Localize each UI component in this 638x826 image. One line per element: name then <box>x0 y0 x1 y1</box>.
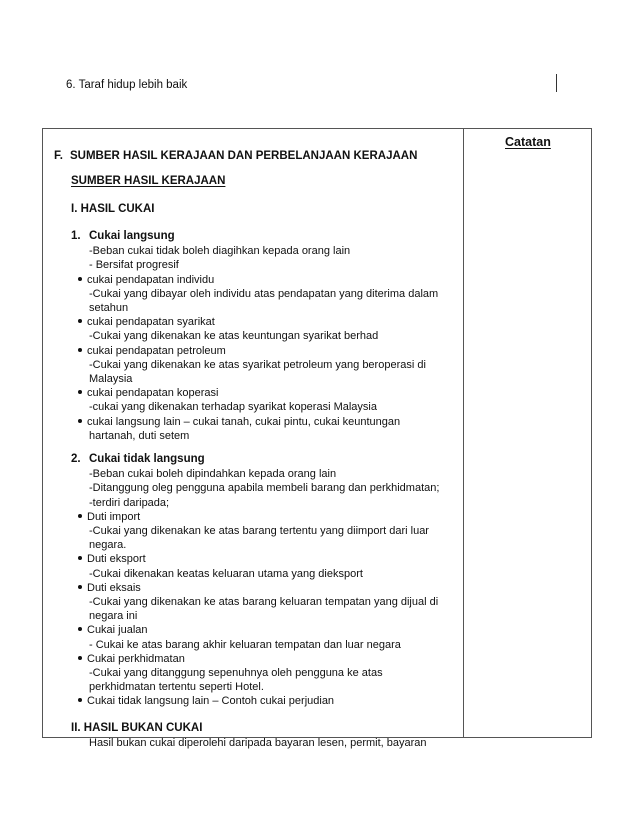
bullet-item <box>77 386 218 400</box>
bullet-detail-line: - Cukai ke atas barang akhir keluaran tempatan dan luar negara <box>89 638 401 651</box>
cukai-langsung-line: - Bersifat progresif <box>89 259 179 272</box>
bullet-dot-icon <box>78 319 82 323</box>
bullet-item <box>77 623 148 637</box>
bullet-dot-icon <box>78 656 82 660</box>
bullet-detail-line: setahun <box>89 302 129 314</box>
bullet-detail-line: -cukai yang dikenakan terhadap syarikat koperasi Malaysia <box>89 401 377 414</box>
bullet-dot-icon <box>78 627 82 631</box>
bullet-title: Cukai jualan <box>87 624 148 637</box>
bullet-item <box>77 581 141 595</box>
section-title-text: Cukai tidak langsung <box>89 453 205 465</box>
bullet-dot-icon <box>78 698 82 702</box>
bullet-detail-line: perkhidmatan tertentu seperti Hotel. <box>89 681 264 694</box>
bullet-item <box>77 552 146 566</box>
bullet-title: cukai pendapatan koperasi <box>87 387 219 400</box>
cukai-tidak-langsung-line: -Beban cukai boleh dipindahkan kepada orang lain <box>89 468 337 481</box>
cukai-langsung-title <box>71 229 175 243</box>
column-divider <box>463 129 464 737</box>
section-f-heading <box>54 149 417 163</box>
bullet-title: Cukai perkhidmatan <box>87 652 185 665</box>
top-line-text: 6. Taraf hidup lebih baik <box>66 79 188 91</box>
bullet-detail-line: -Cukai yang dikenakan ke atas keuntungan syarikat berhad <box>89 330 379 343</box>
section-title: SUMBER HASIL KERAJAAN DAN PERBELANJAAN KERAJAAN <box>70 150 418 162</box>
bullet-title: Duti eksais <box>87 581 141 594</box>
hasil-bukan-cukai-line: Hasil bukan cukai diperolehi daripada bayaran lesen, permit, bayaran <box>89 736 427 749</box>
section-title-text: Cukai langsung <box>89 230 175 242</box>
bullet-detail-line: Malaysia <box>89 373 133 385</box>
bullet-detail-line: -Cukai yang dikenakan ke atas syarikat petroleum yang beroperasi di <box>89 358 426 371</box>
cukai-tidak-langsung-line: -Ditanggung oleg pengguna apabila membeli barang dan perkhidmatan; <box>89 482 440 495</box>
bullet-detail-line: -Cukai yang dikenakan ke atas barang tertentu yang diimport dari luar <box>89 525 429 537</box>
bullet-detail-line: -Cukai yang dikenakan ke atas barang keluaran tempatan yang dijual di <box>89 596 439 608</box>
cukai-langsung-line: -Beban cukai tidak boleh diagihkan kepada orang lain <box>89 245 351 258</box>
sumber-hasil-subheading: SUMBER HASIL KERAJAAN <box>71 175 226 187</box>
text-cursor-bar <box>556 74 557 92</box>
catatan-heading: Catatan <box>505 135 551 149</box>
bullet-dot-icon <box>78 585 82 589</box>
bullet-dot-icon <box>78 514 82 518</box>
bullet-item <box>77 344 226 358</box>
bullet-dot-icon <box>78 277 82 281</box>
bullet-item <box>77 694 334 708</box>
notes-table <box>42 128 592 749</box>
section-letter: F. <box>54 150 63 162</box>
bullet-detail-line: negara. <box>89 539 127 552</box>
bullet-detail-line: -Cukai yang dibayar oleh individu atas pendapatan yang diterima dalam <box>89 287 439 300</box>
bullet-dot-icon <box>78 419 82 423</box>
bullet-item <box>77 415 400 429</box>
bullet-item <box>77 315 215 329</box>
hasil-cukai-heading: I. HASIL CUKAI <box>71 203 155 215</box>
bullet-detail-line: negara ini <box>89 610 138 623</box>
bullet-item <box>77 652 185 666</box>
bullet-dot-icon <box>78 348 82 352</box>
bullet-item <box>77 273 214 287</box>
hasil-bukan-cukai-heading: II. HASIL BUKAN CUKAI <box>71 721 203 734</box>
bullet-title: cukai langsung lain – cukai tanah, cukai pintu, cukai keuntungan <box>87 415 401 428</box>
bullet-title: Duti import <box>87 510 141 523</box>
section-number: 1. <box>71 230 81 242</box>
bullet-dot-icon <box>78 556 82 560</box>
cukai-tidak-langsung-line: -terdiri daripada; <box>89 496 170 509</box>
cukai-tidak-langsung-title <box>71 452 205 466</box>
bullet-title: Cukai tidak langsung lain – Contoh cukai perjudian <box>87 695 335 708</box>
bullet-detail-line: hartanah, duti setem <box>89 429 190 442</box>
bullet-dot-icon <box>78 390 82 394</box>
section-number: 2. <box>71 453 81 465</box>
bullet-detail-line: -Cukai dikenakan keatas keluaran utama yang dieksport <box>89 567 363 580</box>
bullet-title: cukai pendapatan individu <box>87 273 215 286</box>
bullet-item <box>77 510 140 524</box>
bullet-title: cukai pendapatan petroleum <box>87 344 226 357</box>
bullet-title: cukai pendapatan syarikat <box>87 316 215 329</box>
bullet-title: Duti eksport <box>87 553 146 566</box>
bullet-detail-line: -Cukai yang ditanggung sepenuhnya oleh pengguna ke atas <box>89 667 383 679</box>
